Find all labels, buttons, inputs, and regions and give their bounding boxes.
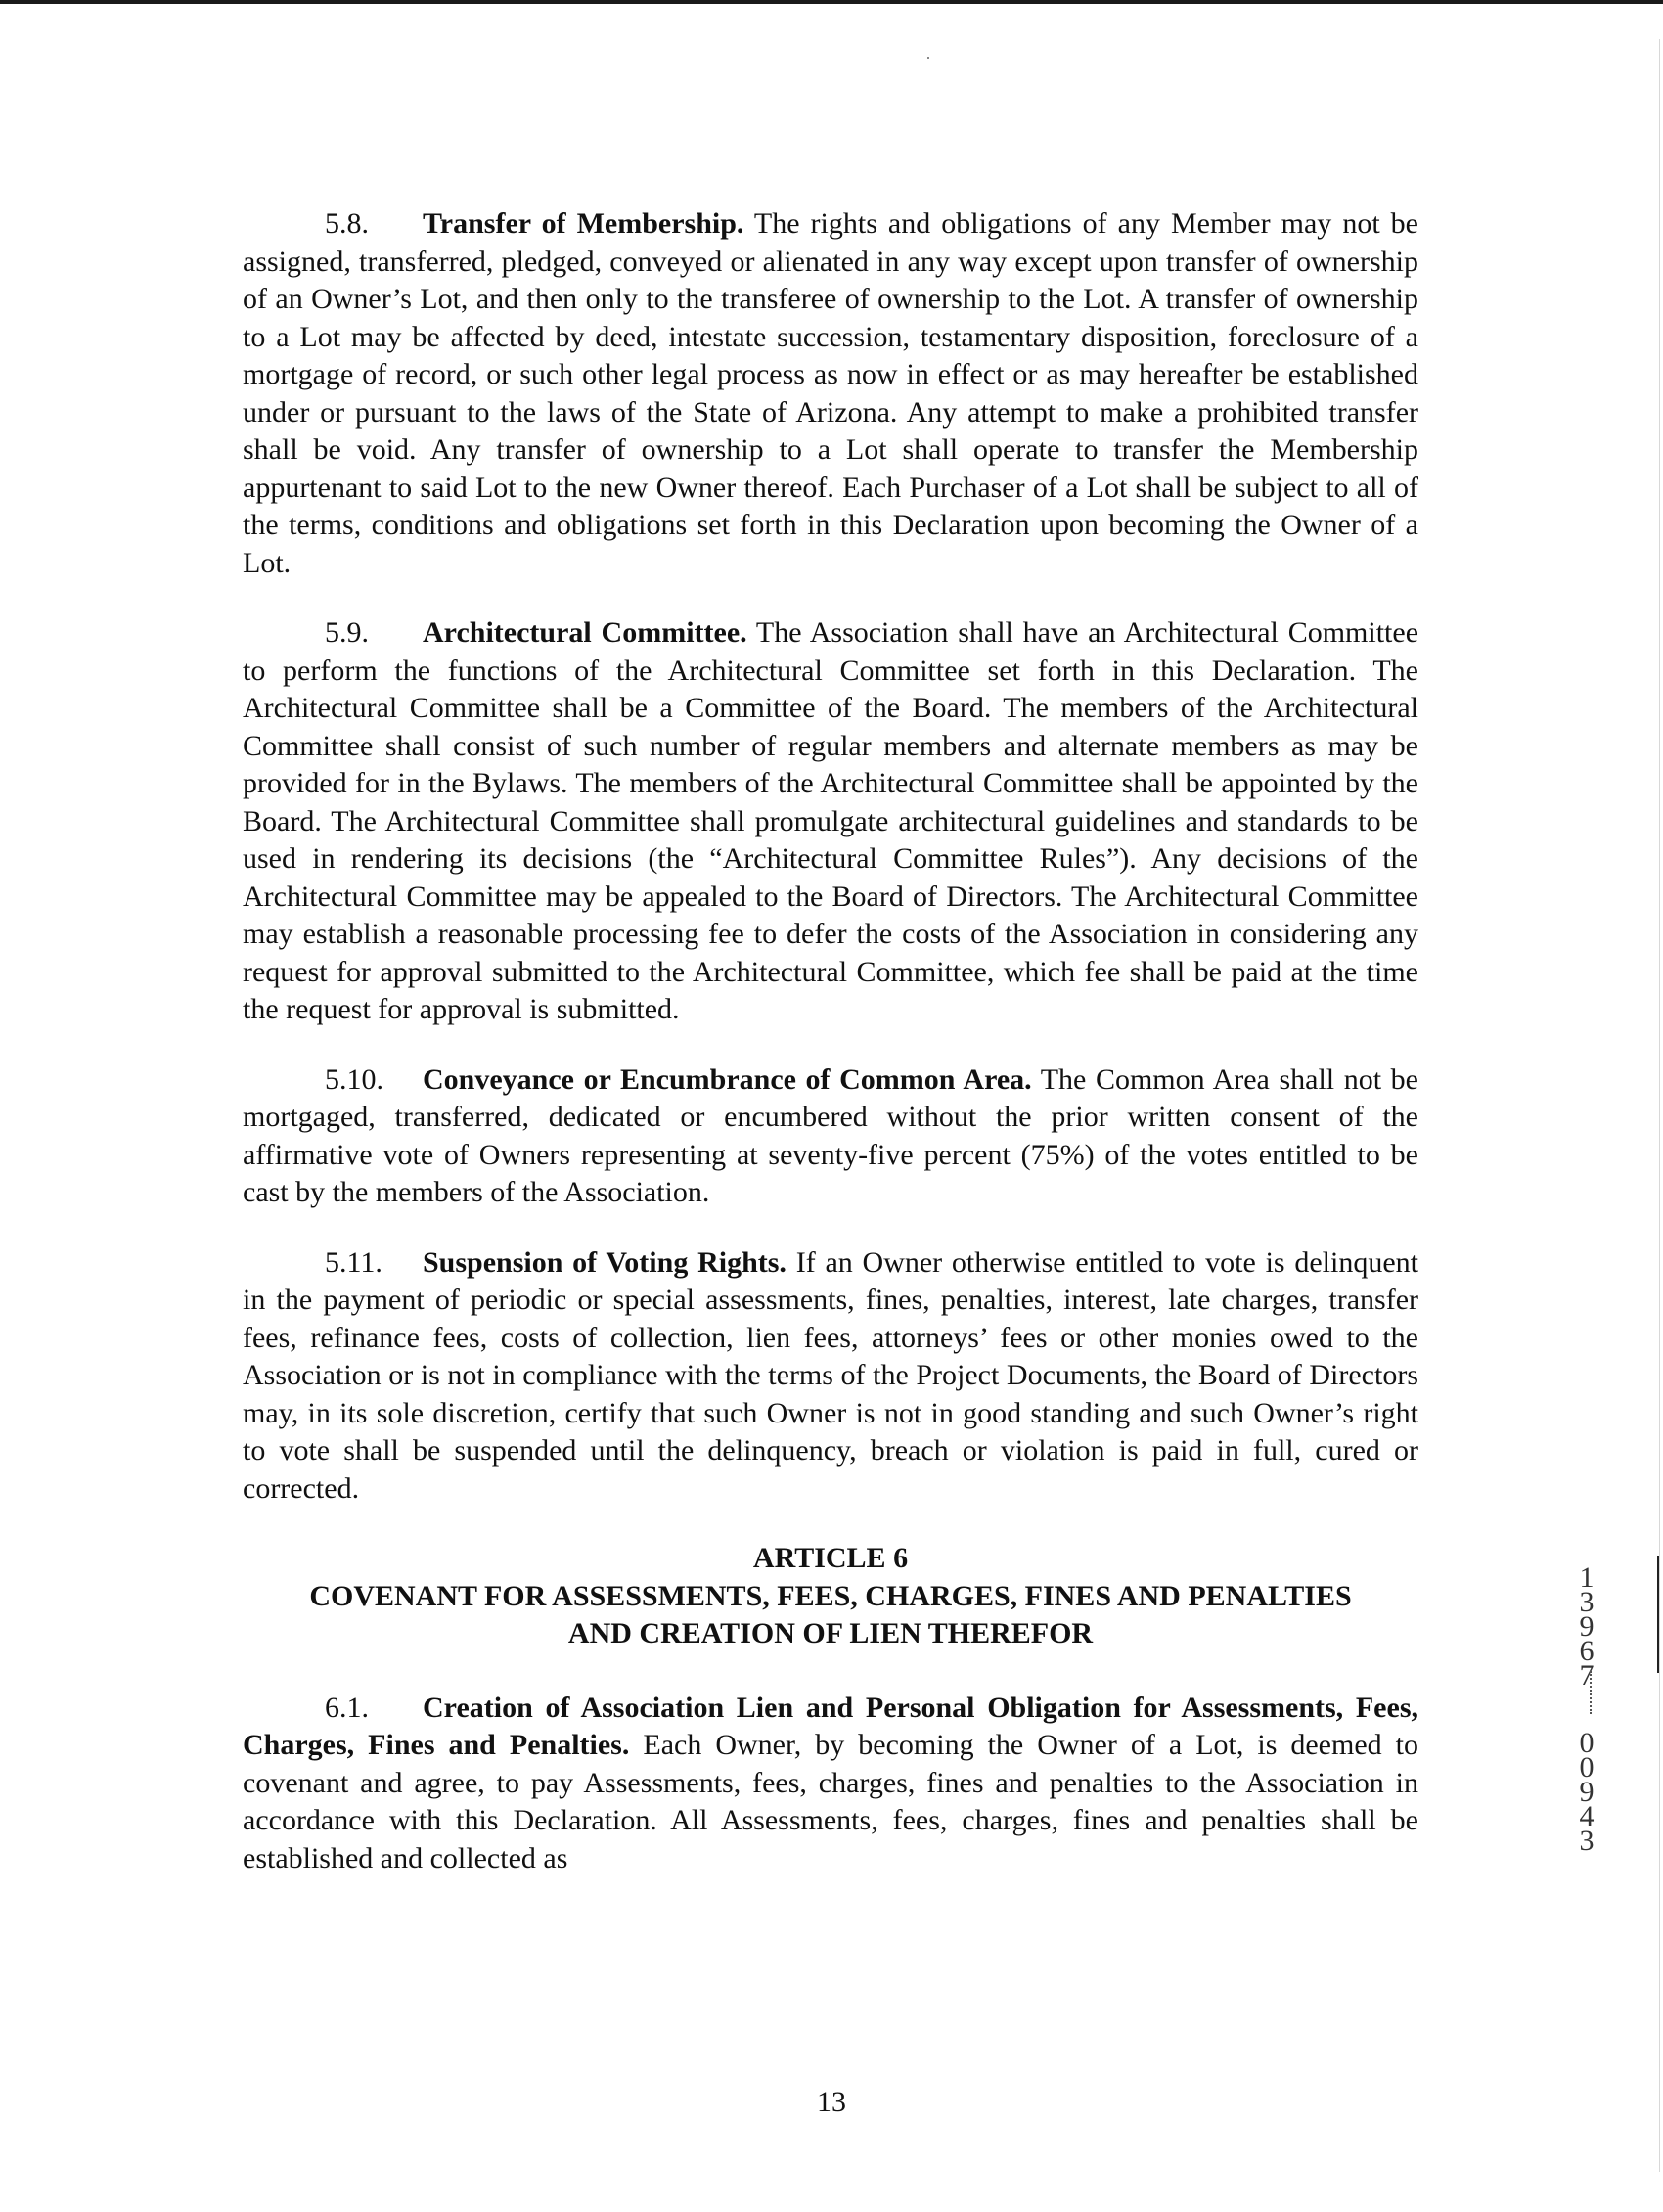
article-label: ARTICLE 6: [752, 1542, 909, 1574]
recording-stamp: [1569, 1561, 1604, 1857]
section-5-9: [243, 614, 1418, 1029]
section-number: 5.11.: [325, 1245, 382, 1279]
scan-edge-line: [1659, 39, 1660, 2172]
article-title-line-2: AND CREATION OF LIEN THEREFOR: [567, 1617, 1094, 1649]
stamp-digit: 9: [1579, 1776, 1595, 1808]
section-text: The rights and obligations of any Member may not be assigned, transferred, pledged, conveyed or alienated in any way except upon transfer of ownership of an Owner’s Lot, and then only to the transferee of ownership to the Lot. A transfer of ownership to a Lot may be affected by deed, intestate succession, testamentary disposition, foreclosure of a mortgage of record, or such other legal process as now in effect or as may hereafter be established under or pursuant to the laws of the State of Arizona. Any attempt to make a prohibited transfer shall be void. Any transfer of ownership to a Lot shall operate to transfer the Membership appurtenant to said Lot to the new Owner thereof. Each Purchaser of a Lot shall be subject to all of the terms, conditions and obligations set forth in this Declaration upon becoming the Owner of a Lot.: [243, 207, 1418, 579]
section-number: 5.9.: [325, 616, 369, 649]
section-heading: Architectural Committee.: [423, 616, 747, 649]
stamp-digit: 4: [1579, 1800, 1595, 1832]
section-number: 5.8.: [325, 207, 369, 240]
right-edge-mark: [1657, 1556, 1659, 1673]
stamp-digit: 1: [1579, 1561, 1595, 1594]
stamp-dotted-separator: [1590, 1671, 1592, 1714]
section-text: Each Owner, by becoming the Owner of a Lot, is deemed to covenant and agree, to pay Assessments, fees, charges, fines and penalties to the Association in accordance with this Declaration. All Assessments, fees, charges, fines and penalties shall be established and collected as: [243, 1729, 1418, 1874]
stamp-digit: 0: [1579, 1727, 1595, 1759]
section-heading: Conveyance or Encumbrance of Common Area.: [423, 1062, 1032, 1096]
section-6-1: [243, 1690, 1418, 1878]
stamp-digit: 9: [1579, 1610, 1595, 1643]
section-heading: Transfer of Membership.: [423, 207, 744, 240]
document-body: [243, 205, 1418, 1910]
article-title-line-1: COVENANT FOR ASSESSMENTS, FEES, CHARGES, FINES AND PENALTIES: [309, 1579, 1352, 1612]
section-heading: Suspension of Voting Rights.: [423, 1245, 787, 1279]
section-heading: Creation of Association Lien and Personal Obligation for Assessments, Fees, Charges, Fines and Penalties.: [243, 1691, 1418, 1761]
page-number: 13: [817, 2086, 846, 2118]
article-6-heading: [243, 1540, 1418, 1653]
section-5-10: [243, 1061, 1418, 1212]
section-text: The Association shall have an Architectural Committee to perform the functions of the Architectural Committee set forth in this Declaration. The Architectural Committee shall be a Committee of the Board. The members of the Architectural Committee shall consist of such number of regular members and alternate members as may be provided for in the Bylaws. The members of the Architectural Committee shall be appointed by the Board. The Architectural Committee shall promulgate architectural guidelines and standards to be used in rendering its decisions (the “Architectural Committee Rules”). Any decisions of the Architectural Committee may be appealed to the Board of Directors. The Architectural Committee may establish a reasonable processing fee to defer the costs of the Association in considering any request for approval submitted to the Architectural Committee, which fee shall be paid at the time the request for approval is submitted.: [243, 616, 1419, 1025]
section-5-8: [243, 205, 1418, 582]
section-text: If an Owner otherwise entitled to vote is delinquent in the payment of periodic or special assessments, fines, penalties, interest, late charges, transfer fees, refinance fees, costs of collection, lien fees, attorneys’ fees or other monies owed to the Association or is not in compliance with the terms of the Project Documents, the Board of Directors may, in its sole discretion, certify that such Owner is not in good standing and such Owner’s right to vote shall be suspended until the delinquency, breach or violation is paid in full, cured or corrected.: [243, 1245, 1418, 1505]
stamp-gap: [1569, 1688, 1604, 1731]
stamp-digit: 3: [1579, 1586, 1595, 1618]
section-text: The Common Area shall not be mortgaged, transferred, dedicated or encumbered without the prior written consent of the affirmative vote of Owners representing at seventy-five percent (75%) of the votes entitled to be cast by the members of the Association.: [243, 1062, 1418, 1208]
scan-speck: [927, 57, 929, 59]
stamp-digit: 6: [1579, 1635, 1595, 1667]
stamp-digit: 0: [1579, 1751, 1595, 1783]
top-border-rule: [0, 0, 1663, 4]
section-number: 5.10.: [325, 1062, 383, 1096]
stamp-digit: 3: [1579, 1825, 1595, 1857]
section-5-11: [243, 1244, 1418, 1509]
section-number: 6.1.: [325, 1691, 369, 1724]
stamp-digit: 7: [1579, 1659, 1595, 1692]
